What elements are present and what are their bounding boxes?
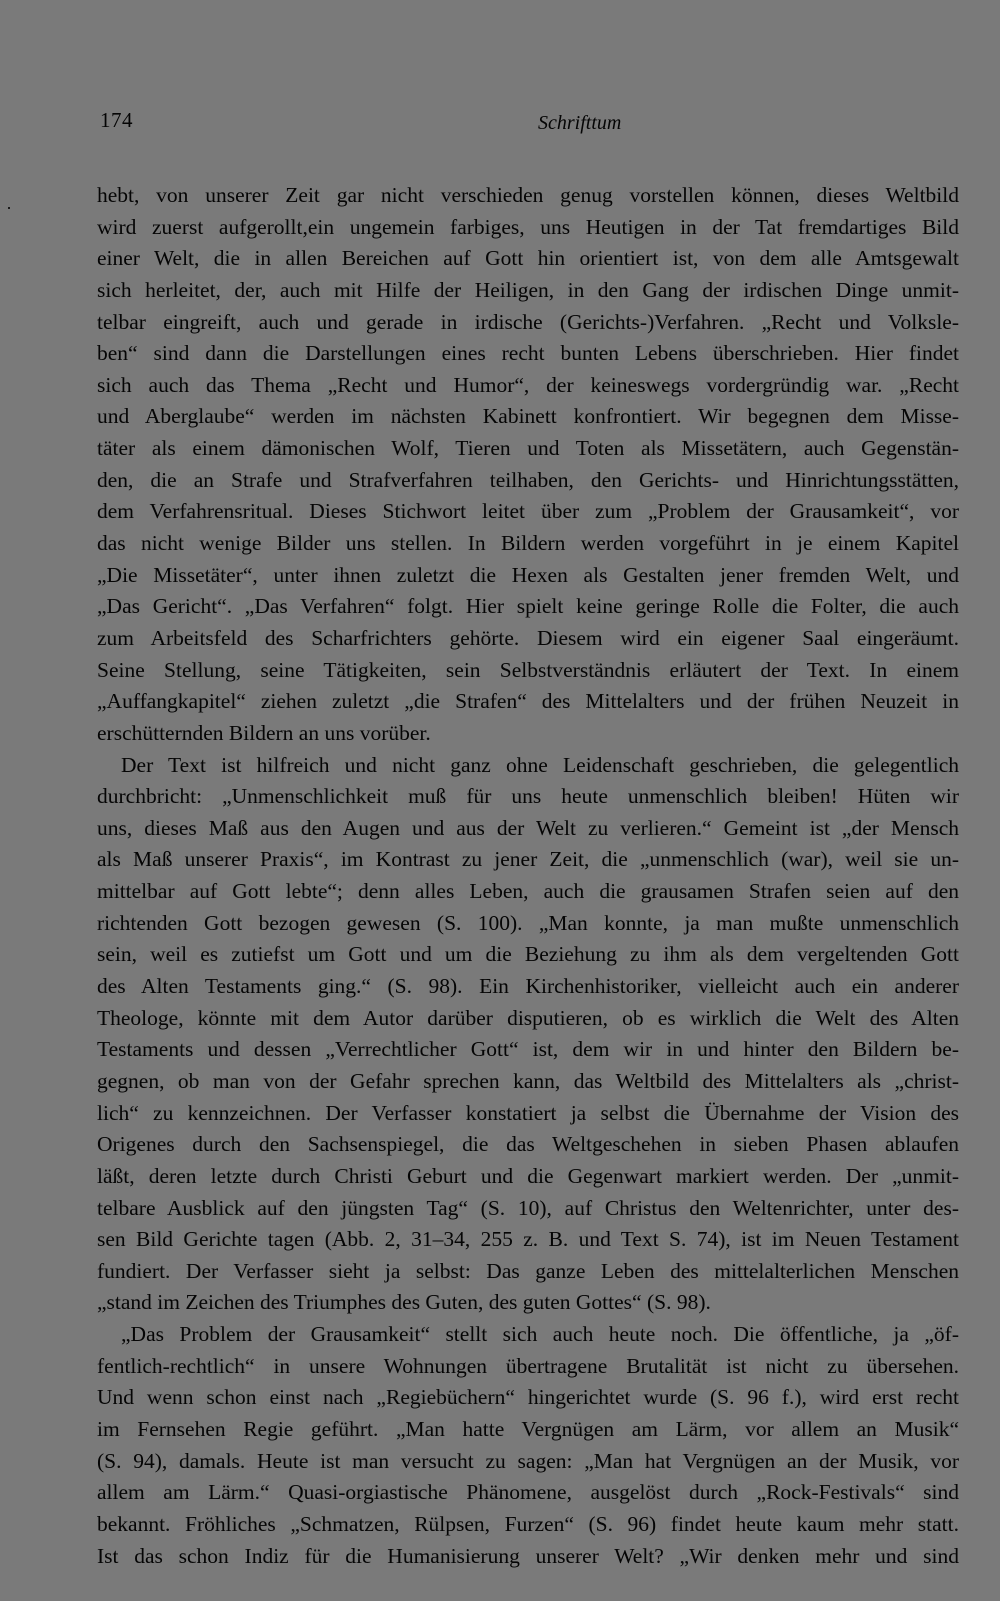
text-line: Der Text ist hilfreich und nicht ganz ohne Leidenschaft geschrieben, die gelegentlich [121, 752, 959, 777]
text-line: täter als einem dämonischen Wolf, Tieren und Toten als Missetätern, auch Gegenstän- [97, 436, 959, 461]
text-line: Testaments und dessen „Verrechtlicher Gott“ ist, dem wir in und hinter den Bildern be- [97, 1037, 959, 1062]
text-line: des Alten Testaments ging.“ (S. 98). Ein Kirchenhistoriker, vielleicht auch ein anderer [97, 974, 959, 999]
text-line: „Das Gericht“. „Das Verfahren“ folgt. Hier spielt keine geringe Rolle die Folter, die auch [97, 594, 959, 619]
text-line: wird zuerst aufgerollt,ein ungemein farbiges, uns Heutigen in der Tat fremdartiges Bild [97, 214, 959, 239]
text-line: telbare Ausblick auf den jüngsten Tag“ (S. 10), auf Christus den Weltenrichter, unter des- [97, 1195, 959, 1220]
text-line: fentlich-rechtlich“ in unsere Wohnungen übertragene Brutalität ist nicht zu übersehen. [97, 1353, 959, 1378]
text-line: gegnen, ob man von der Gefahr sprechen kann, das Weltbild des Mittelalters als „christ- [97, 1068, 959, 1093]
text-line: (S. 94), damals. Heute ist man versucht zu sagen: „Man hat Vergnügen an der Musik, vor [97, 1448, 959, 1473]
text-line: zum Arbeitsfeld des Scharfrichters gehörte. Diesem wird ein eigener Saal eingeräumt. [97, 625, 959, 650]
text-line: und Aberglaube“ werden im nächsten Kabinett konfrontiert. Wir begegnen dem Misse- [97, 404, 959, 429]
text-line: durchbricht: „Unmenschlichkeit muß für uns heute unmenschlich bleiben! Hüten wir [97, 784, 959, 809]
text-line: im Fernsehen Regie geführt. „Man hatte Vergnügen am Lärm, vor allem an Musik“ [97, 1416, 959, 1441]
text-line: hebt, von unserer Zeit gar nicht verschieden genug vorstellen können, dieses Weltbild [97, 183, 959, 207]
text-line: fundiert. Der Verfasser sieht ja selbst: Das ganze Leben des mittelalterlichen Menschen [97, 1258, 959, 1283]
text-line: Und wenn schon einst nach „Regiebüchern“ hingerichtet wurde (S. 96 f.), wird erst recht [97, 1385, 959, 1410]
text-line: den, die an Strafe und Strafverfahren teilhaben, den Gerichts- und Hinrichtungsstätten, [97, 467, 959, 492]
text-line: Origenes durch den Sachsenspiegel, die das Weltgeschehen in sieben Phasen ablaufen [97, 1132, 959, 1157]
text-line: läßt, deren letzte durch Christi Geburt und die Gegenwart markiert werden. Der „unmit- [97, 1163, 959, 1188]
text-line: richtenden Gott bezogen gewesen (S. 100). „Man konnte, ja man mußte unmenschlich [97, 910, 959, 935]
page-number: 174 [100, 108, 133, 132]
text-line: lich“ zu kennzeichnen. Der Verfasser konstatiert ja selbst die Übernahme der Vision des [97, 1100, 959, 1125]
text-line: sein, weil es zutiefst um Gott und um die Beziehung zu ihm als dem vergeltenden Gott [97, 942, 959, 967]
running-head: Schrifttum [538, 112, 622, 134]
text-line: sich herleitet, der, auch mit Hilfe der Heiligen, in den Gang der irdischen Dinge unmit- [97, 277, 959, 302]
body-text [97, 180, 959, 1572]
text-line: uns, dieses Maß aus den Augen und aus der Welt zu verlieren.“ Gemeint ist „der Mensch [97, 815, 959, 840]
text-line: einer Welt, die in allen Bereichen auf Gott hin orientiert ist, von dem alle Amtsgewalt [97, 246, 959, 271]
text-line: telbar eingreift, auch und gerade in irdische (Gerichts-)Verfahren. „Recht und Volksle- [97, 309, 959, 334]
text-line: bekannt. Fröhliches „Schmatzen, Rülpsen, Furzen“ (S. 96) findet heute kaum mehr statt. [97, 1511, 959, 1536]
text-line: als Maß unserer Praxis“, im Kontrast zu jener Zeit, die „unmenschlich (war), weil sie un- [97, 847, 959, 872]
text-line: „Das Problem der Grausamkeit“ stellt sich auch heute noch. Die öffentliche, ja „öf- [121, 1322, 959, 1347]
text-line: sen Bild Gerichte tagen (Abb. 2, 31–34, 255 z. B. und Text S. 74), ist im Neuen Testament [97, 1227, 959, 1252]
text-line: sich auch das Thema „Recht und Humor“, der keineswegs vordergründig war. „Recht [97, 372, 959, 397]
text-line: mittelbar auf Gott lebte“; denn alles Leben, auch die grausamen Strafen seien auf den [97, 879, 959, 904]
text-line: das nicht wenige Bilder uns stellen. In Bildern werden vorgeführt in je einem Kapitel [97, 531, 959, 556]
scan-speck [8, 207, 10, 209]
text-line: Ist das schon Indiz für die Humanisierung unserer Welt? „Wir denken mehr und sind [97, 1543, 959, 1568]
text-line: allem am Lärm.“ Quasi-orgiastische Phänomene, ausgelöst durch „Rock-Festivals“ sind [97, 1480, 959, 1505]
text-line: „Auffangkapitel“ ziehen zuletzt „die Strafen“ des Mittelalters und der frühen Neuzeit in [97, 689, 959, 714]
text-line: „Die Missetäter“, unter ihnen zuletzt die Hexen als Gestalten jener fremden Welt, und [97, 562, 959, 587]
text-line: Theologe, könnte mit dem Autor darüber disputieren, ob es wirklich die Welt des Alten [97, 1005, 959, 1030]
text-line: „stand im Zeichen des Triumphes des Guten, des guten Gottes“ (S. 98). [97, 1290, 711, 1315]
text-line: erschütternden Bildern an uns vorüber. [97, 720, 431, 745]
text-line: dem Verfahrensritual. Dieses Stichwort leitet über zum „Problem der Grausamkeit“, vor [97, 499, 959, 524]
text-line: Seine Stellung, seine Tätigkeiten, sein Selbstverständnis erläutert der Text. In einem [97, 657, 959, 682]
text-line: ben“ sind dann die Darstellungen eines recht bunten Lebens überschrieben. Hier findet [97, 341, 959, 366]
